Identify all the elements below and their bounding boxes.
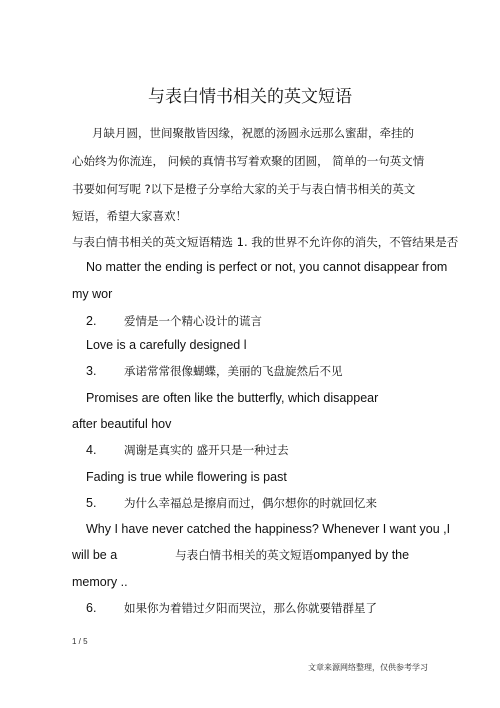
item-number: 6. [86, 601, 97, 615]
item-6-zh [86, 600, 377, 616]
intro-line-4: 短语，希望大家喜欢！ [72, 209, 187, 223]
item-2-en: Love is a carefully designed l [86, 338, 247, 352]
item-2-zh [86, 313, 262, 329]
item-4-zh [86, 442, 289, 458]
item-text: 凋谢是真实的 盛开只是一种过去 [124, 443, 289, 457]
item-5-en-line-1: Why I have never catched the happiness? Whenever I want you ,I [86, 522, 451, 536]
intro-line-3: 书要如何写呢 ?以下是橙子分享给大家的关于与表白情书相关的英文 [72, 182, 416, 196]
source-note: 文章来源网络整理，仅供参考学习 [308, 663, 428, 672]
item-number: 3. [86, 364, 97, 378]
item-text: 承诺常常很像蝴蝶，美丽的飞盘旋然后不见 [124, 364, 343, 378]
item1-en-line-2: my wor [72, 287, 113, 301]
intro-line-2: 心始终为你流连， 问候的真情书写着欢聚的团圆， 简单的一句英文情 [72, 154, 425, 168]
item-number: 4. [86, 443, 97, 457]
item-5-en-left: will be a [72, 548, 118, 562]
inline-title-watermark: 与表白情书相关的英文短语 [175, 548, 314, 562]
item-5-en-line-2 [72, 547, 409, 563]
item-3-en-line-1: Promises are often like the butterfly, which disappear [86, 391, 379, 405]
item-5-en-right: ompanyed by the [313, 548, 410, 562]
item-text: 为什么幸福总是擦肩而过，偶尔想你的时就回忆来 [124, 496, 377, 510]
section-line: 与表白情书相关的英文短语精选 1. 我的世界不允许你的消失，不管结果是否 [72, 235, 459, 249]
page-number: 1 / 5 [72, 637, 88, 646]
item-text: 爱情是一个精心设计的谎言 [124, 314, 262, 328]
item-number: 2. [86, 314, 97, 328]
item-5-zh [86, 495, 377, 511]
item-4-en: Fading is true while flowering is past [86, 470, 287, 484]
item-number: 5. [86, 496, 97, 510]
intro-line-1: 月缺月圆，世间聚散皆因缘，祝愿的汤圆永远那么蜜甜，牵挂的 [92, 126, 414, 140]
item1-en-line-1: No matter the ending is perfect or not, you cannot disappear from [86, 260, 448, 274]
item-text: 如果你为着错过夕阳而哭泣，那么你就要错群星了 [124, 601, 377, 615]
item-3-zh [86, 363, 343, 379]
item-5-en-line-3: memory .. [72, 575, 128, 589]
item-3-en-line-2: after beautiful hov [72, 417, 172, 431]
page-title: 与表白情书相关的英文短语 [148, 87, 352, 107]
